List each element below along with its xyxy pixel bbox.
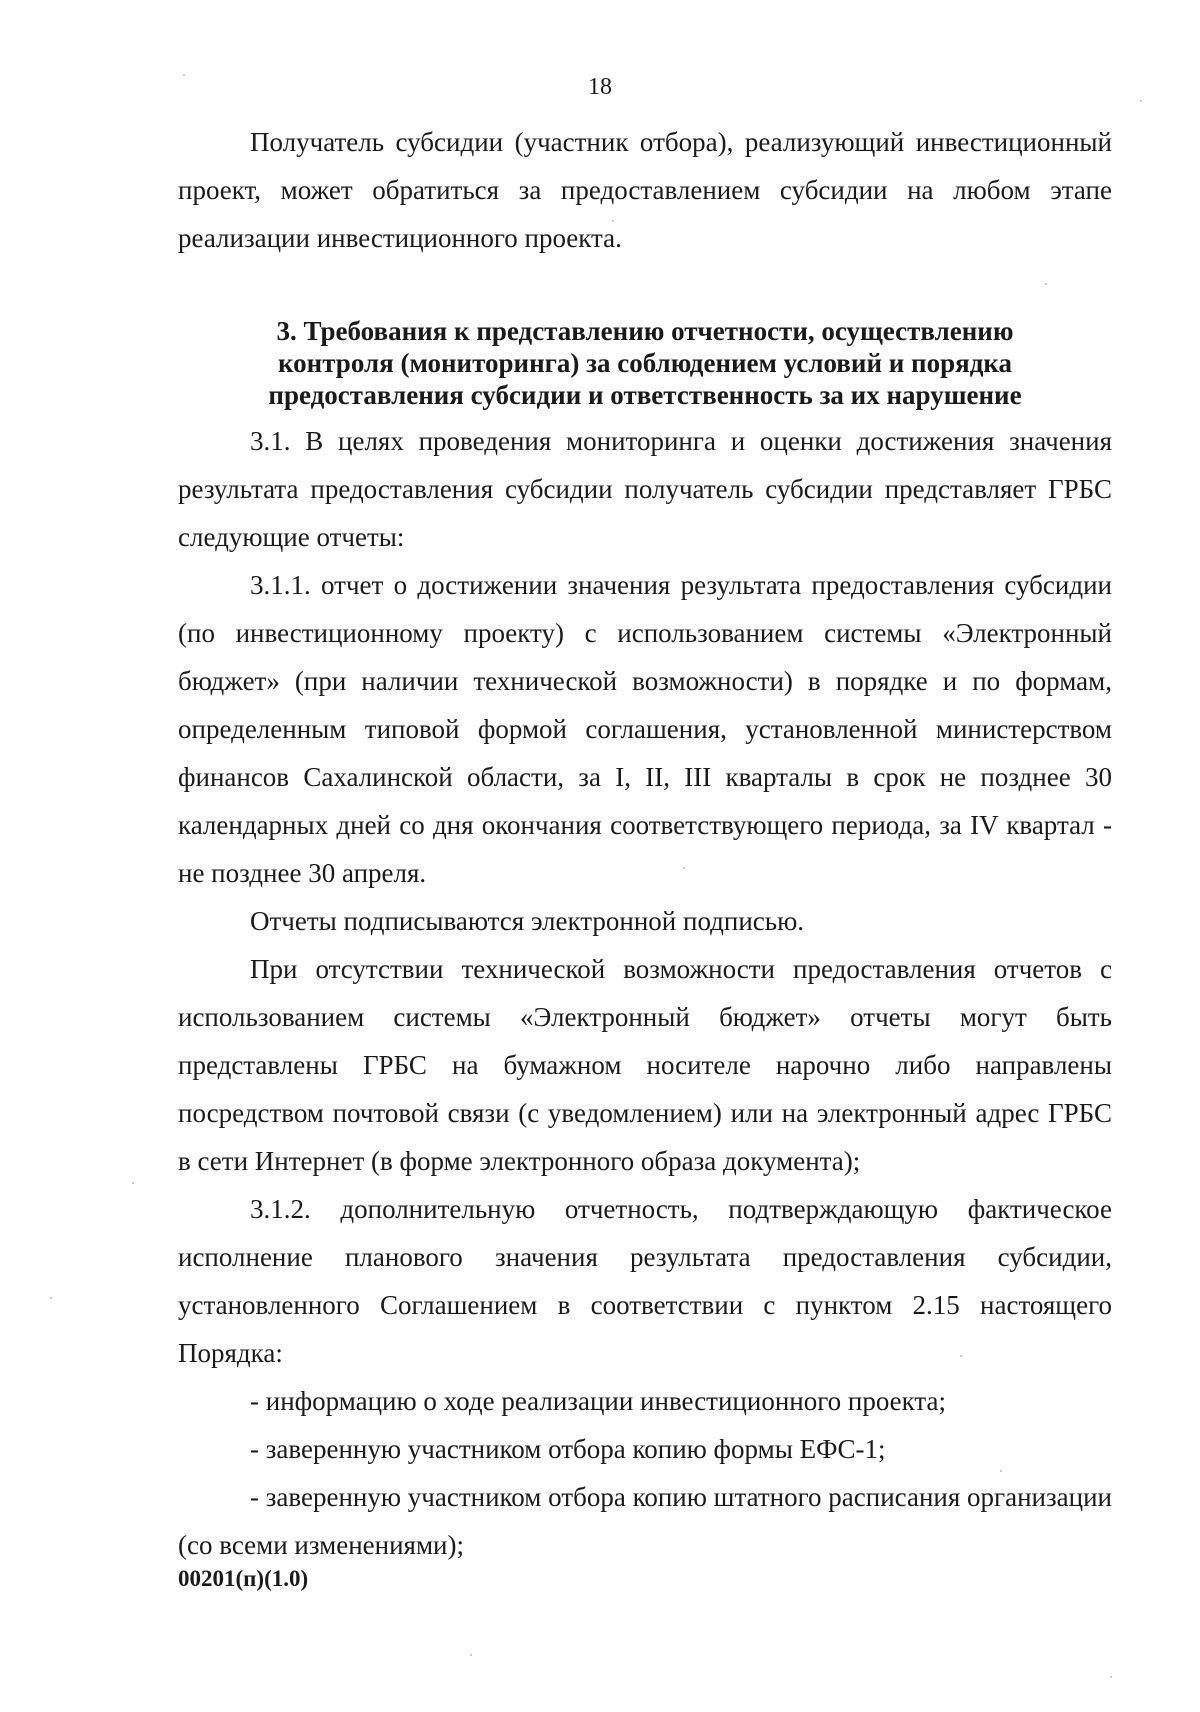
scan-speck — [960, 1355, 962, 1357]
paragraph-3-1: 3.1. В целях проведения мониторинга и оценки достижения значения результата предоставления субсидии получатель субсидии представляет ГРБС следующие отчеты: — [178, 426, 1112, 552]
list-item-efs: - заверенную участником отбора копию формы ЕФС-1; — [250, 1434, 886, 1464]
paragraph-signed: Отчеты подписываются электронной подписью. — [250, 906, 805, 936]
document-code: 00201(п)(1.0) — [178, 1566, 309, 1591]
page-number: 18 — [588, 74, 612, 100]
list-item-info: - информацию о ходе реализации инвестиционного проекта; — [250, 1386, 947, 1416]
scan-speck — [1110, 1676, 1112, 1678]
scan-speck — [1000, 1470, 1002, 1472]
section-heading-line: контроля (мониторинга) за соблюдением условий и порядка — [277, 348, 1013, 378]
paragraph-3-1-2: 3.1.2. дополнительную отчетность, подтверждающую фактическое исполнение планового значения результата предоставления субсидии, установленного Соглашением в соответствии с пунктом 2.15 настоящего Порядка: — [178, 1194, 1112, 1368]
paragraph-no-tech: При отсутствии технической возможности предоставления отчетов с использованием системы «Электронный бюджет» отчеты могут быть представлены ГРБС на бумажном носителе нарочно либо направлены посредством почтовой связи (с уведомлением) или на электронный адрес ГРБС в сети Интернет (в форме электронного образа документа); — [178, 954, 1112, 1176]
scan-speck — [132, 1182, 134, 1184]
section-heading — [178, 315, 1112, 411]
scan-speck — [612, 220, 614, 222]
section-heading-line: 3. Требования к представлению отчетности, осуществлению — [276, 316, 1014, 346]
scan-speck — [50, 1297, 52, 1299]
list-item-staff: - заверенную участником отбора копию штатного расписания организации (со всеми изменениями); — [178, 1482, 1112, 1560]
intro-paragraph: Получатель субсидии (участник отбора), реализующий инвестиционный проект, может обратиться за предоставлением субсидии на любом этапе реализации инвестиционного проекта. — [178, 127, 1112, 253]
scan-speck — [1045, 283, 1047, 285]
document-body — [178, 118, 1112, 1569]
scan-speck — [683, 867, 685, 869]
scan-speck — [470, 1654, 472, 1656]
scan-speck — [183, 74, 185, 76]
section-body — [178, 417, 1112, 1569]
paragraph-3-1-1: 3.1.1. отчет о достижении значения результата предоставления субсидии (по инвестиционному проекту) с использованием системы «Электронный бюджет» (при наличии технической возможности) в порядке и по формам, определенным типовой формой соглашения, установленной министерством финансов Сахалинской области, за I, II, III кварталы в срок не позднее 30 календарных дней со дня окончания соответствующего периода, за IV квартал - не позднее 30 апреля. — [178, 570, 1112, 888]
section-heading-line: предоставления субсидии и ответственность за их нарушение — [268, 380, 1022, 410]
scan-speck — [1140, 100, 1142, 102]
